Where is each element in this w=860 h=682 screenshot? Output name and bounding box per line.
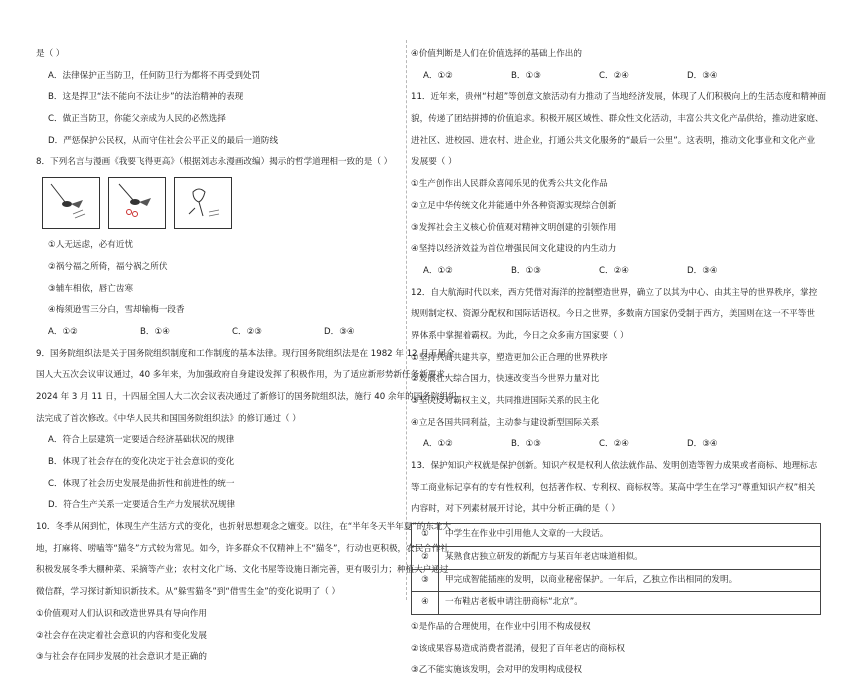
q9-option-c[interactable]: C．体现了社会历史发展是曲折性和前进性的统一 — [48, 478, 235, 489]
q13-item-1: ①是作品的合理使用，在作业中引用不构成侵权 — [411, 621, 591, 632]
q11-item-4: ④坚持以经济效益为首位增强民间文化建设的内生动力 — [411, 244, 617, 255]
q13-item-3: ③乙不能实施该发明，会对甲的发明构成侵权 — [411, 665, 582, 676]
row-number: ③ — [412, 569, 439, 592]
q8-option-c[interactable]: C．②③ — [232, 326, 263, 337]
q9-stem-line-4: 法完成了首次修改。《中华人民共和国国务院组织法》的修订通过（ ） — [36, 413, 301, 424]
q12-item-3: ③坚决反对霸权主义，共同推进国际关系的民主化 — [411, 396, 600, 406]
q12-option-c[interactable]: C．②④ — [599, 439, 630, 450]
q10-options — [411, 66, 826, 88]
q10-option-d[interactable]: D．③④ — [687, 70, 718, 81]
q7-option-a: A．法律保护正当防卫，任何防卫行为都将不再受到处罚 — [48, 70, 261, 81]
q10-stem-line-2: 地，打麻将、唠嗑等“猫冬”方式较为常见。如今，许多群众不仅精神上不“猫冬”，行动也更积极，农民合作社 — [36, 543, 450, 554]
q10-item-3: ③与社会存在同步发展的社会意识才是正确的 — [36, 652, 207, 663]
row-text: 中学生在作业中引用他人文章的一大段话。 — [439, 524, 821, 547]
q8-item-1: ①人无远虑，必有近忧 — [48, 240, 134, 251]
comic-panel-3 — [174, 177, 232, 229]
comic-panel-2 — [108, 177, 166, 229]
table-row — [412, 546, 821, 569]
table-row — [412, 524, 821, 547]
q8-item-4: ④梅须逊雪三分白，雪却输梅一段香 — [48, 305, 185, 316]
q13-material-table — [411, 523, 821, 615]
q7-option-d: D．严惩保护公民权，从而守住社会公平正义的最后一道防线 — [48, 135, 279, 146]
q12-item-4: ④立足各国共同利益，主动参与建设新型国际关系 — [411, 417, 600, 428]
row-number: ① — [412, 524, 439, 547]
q12-stem-line-2: 规则制定权、资源分配权和国际话语权。今日之世界，多数南方国家仍受制于西方，美国则在这一不平等世 — [411, 309, 815, 320]
q13-stem-line-2: 等工商业标记享有的专有性权利，包括著作权、专利权、商标权等。某高中学生在学习“尊重知识产权”相关 — [411, 482, 816, 493]
q11-item-2: ②立足中华传统文化并能通中外各种资源实现综合创新 — [411, 200, 617, 211]
q9-option-d[interactable]: D．符合生产关系一定要适合生产力发展状况规律 — [48, 500, 236, 511]
q10-item-4: ④价值判断是人们在价值选择的基础上作出的 — [411, 49, 582, 59]
q7-stem-end: 是（ ） — [36, 49, 65, 59]
q12-stem-line-1: 12．自大航海时代以来，西方凭借对海洋的控制塑造世界，确立了以其为中心、由其主导的世界秩序，掌控 — [411, 287, 818, 298]
q8-option-b[interactable]: B．①④ — [140, 326, 170, 337]
q11-stem-line-1: 11．近年来，贵州“村超”等创意文旅活动有力推动了当地经济发展，体现了人们积极向上的生活态度和精神面 — [411, 92, 827, 103]
comic-panel-1 — [42, 177, 100, 229]
column-divider — [406, 40, 407, 600]
row-number: ④ — [412, 592, 439, 615]
q13-stem-line-3: 内容时，对下列素材展开讨论，其中分析正确的是（ ） — [411, 504, 620, 515]
row-text: 一布鞋店老板申请注册商标“北京”。 — [439, 592, 821, 615]
q8-item-2: ②祸兮福之所倚，福兮祸之所伏 — [48, 261, 168, 272]
q10-stem-line-4: 微信群，学习探讨新知识新技术。从“躲雪猫冬”到“借雪生金”的变化说明了（ ） — [36, 587, 341, 598]
q13-item-2: ②该成果容易造成消费者混淆，侵犯了百年老店的商标权 — [411, 643, 625, 654]
q8-comic-strip — [42, 177, 406, 229]
q11-stem-line-3: 进社区、进校园、进农村、进企业，打通公共文化服务的“最后一公里”。这表明，推动文化事业和文化产业 — [411, 135, 816, 146]
q9-stem-line-1: 9．国务院组织法是关于国务院组织制度和工作制度的基本法律。现行国务院组织法是在 1982 年 12 月五届全 — [36, 348, 455, 359]
q11-option-a[interactable]: A．①② — [423, 265, 453, 276]
q8-option-a[interactable]: A．①② — [48, 326, 78, 337]
row-text: 某熟食店独立研发的新配方与某百年老店味道相似。 — [439, 546, 821, 569]
q11-item-3: ③发挥社会主义核心价值观对精神文明创建的引领作用 — [411, 222, 617, 233]
q8-item-3: ③辅车相依，唇亡齿寒 — [48, 283, 134, 294]
q10-stem-line-3: 积极发展冬季大棚种菜、采摘等产业；农村文化广场、文化书屋等设施日渐完善，更有吸引力；种植大户通过 — [36, 565, 449, 576]
q12-option-b[interactable]: B．①③ — [511, 439, 541, 450]
q11-option-c[interactable]: C．②④ — [599, 265, 630, 276]
q9-stem-line-2: 国人大五次会议审议通过，40 多年来，为加强政府自身建设发挥了积极作用，为了适应新形势新任务新要求， — [36, 370, 454, 381]
q11-options — [411, 261, 826, 283]
row-text: 甲完成智能插座的发明，以商业秘密保护。一年后，乙独立作出相同的发明。 — [439, 569, 821, 592]
q12-option-a[interactable]: A．①② — [423, 439, 453, 450]
q8-options — [36, 322, 406, 344]
q10-item-1: ①价值观对人们认识和改造世界具有导向作用 — [36, 608, 207, 619]
right-column — [411, 44, 826, 682]
q10-stem-line-1: 10．冬季从闲到忙，体现生产生活方式的变化，也折射思想观念之嬗变。以往，在“半年冬天半年夏”的东北大 — [36, 522, 452, 533]
q11-option-d[interactable]: D．③④ — [687, 265, 718, 276]
table-row — [412, 592, 821, 615]
q11-stem-line-2: 貌，传递了团结拼搏的价值追求。积极开展区域性、群众性文化活动，丰富公共文化产品供给，推动进家庭、 — [411, 114, 824, 125]
q9-option-b[interactable]: B．体现了社会存在的变化决定于社会意识的变化 — [48, 457, 235, 467]
row-number: ② — [412, 546, 439, 569]
q10-item-2: ②社会存在决定着社会意识的内容和变化发展 — [36, 630, 207, 641]
q11-item-1: ①生产创作出人民群众喜闻乐见的优秀公共文化作品 — [411, 179, 608, 190]
q12-item-2: ②发展壮大综合国力，快速改变当今世界力量对比 — [411, 374, 600, 385]
q8-stem: 8．下列名言与漫画《我要飞得更高》（根据刘志永漫画改编）揭示的哲学道理相一致的是（ ） — [36, 157, 393, 168]
q11-option-b[interactable]: B．①③ — [511, 265, 541, 276]
q9-option-a[interactable]: A．符合上层建筑一定要适合经济基础状况的规律 — [48, 435, 235, 446]
q10-option-a[interactable]: A．①② — [423, 70, 453, 81]
q10-option-b[interactable]: B．①③ — [511, 70, 541, 81]
q7-option-c: C．做正当防卫，你能父亲成为人民的必然选择 — [48, 114, 226, 125]
q7-option-b: B．这是捍卫“法不能向不法让步”的法治精神的表现 — [48, 92, 244, 103]
q13-stem-line-1: 13．保护知识产权就是保护创新。知识产权是权利人依法就作品、发明创造等智力成果或者商标、地理标志 — [411, 461, 818, 472]
q12-option-d[interactable]: D．③④ — [687, 439, 718, 450]
q9-stem-line-3: 2024 年 3 月 11 日，十四届全国人大二次会议表决通过了新修订的国务院组织法，施行 40 余年的国务院组织 — [36, 391, 457, 402]
q8-option-d[interactable]: D．③④ — [324, 326, 355, 337]
q12-options — [411, 434, 826, 456]
q12-item-1: ①坚持共商共建共享，塑造更加公正合理的世界秩序 — [411, 352, 608, 363]
q12-stem-line-3: 界体系中掌握着霸权。为此，今日之众多南方国家要（ ） — [411, 330, 629, 341]
q11-stem-line-4: 发展要（ ） — [411, 157, 457, 168]
q10-option-c[interactable]: C．②④ — [599, 70, 630, 81]
table-row — [412, 569, 821, 592]
